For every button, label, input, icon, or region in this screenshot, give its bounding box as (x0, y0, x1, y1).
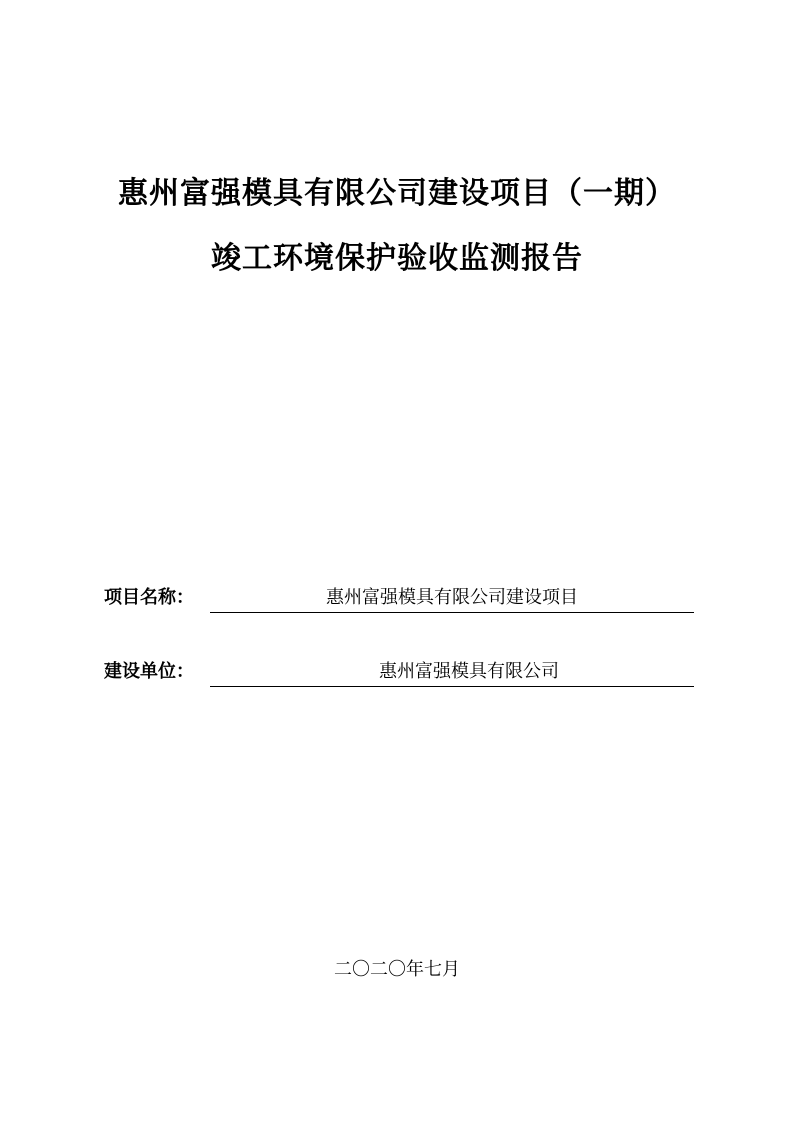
report-title-line-2: 竣工环境保护验收监测报告 (211, 241, 583, 276)
construction-unit-label: 建设单位： (104, 661, 194, 682)
project-name-value: 惠州富强模具有限公司建设项目 (210, 586, 694, 613)
report-title-line-1: 惠州富强模具有限公司建设项目（一期） (118, 176, 676, 211)
project-name-field (104, 586, 694, 616)
construction-unit-value: 惠州富强模具有限公司 (210, 660, 694, 687)
project-name-label: 项目名称： (104, 587, 194, 608)
report-date: 二〇二〇年七月 (334, 959, 460, 980)
construction-unit-field (104, 660, 694, 690)
